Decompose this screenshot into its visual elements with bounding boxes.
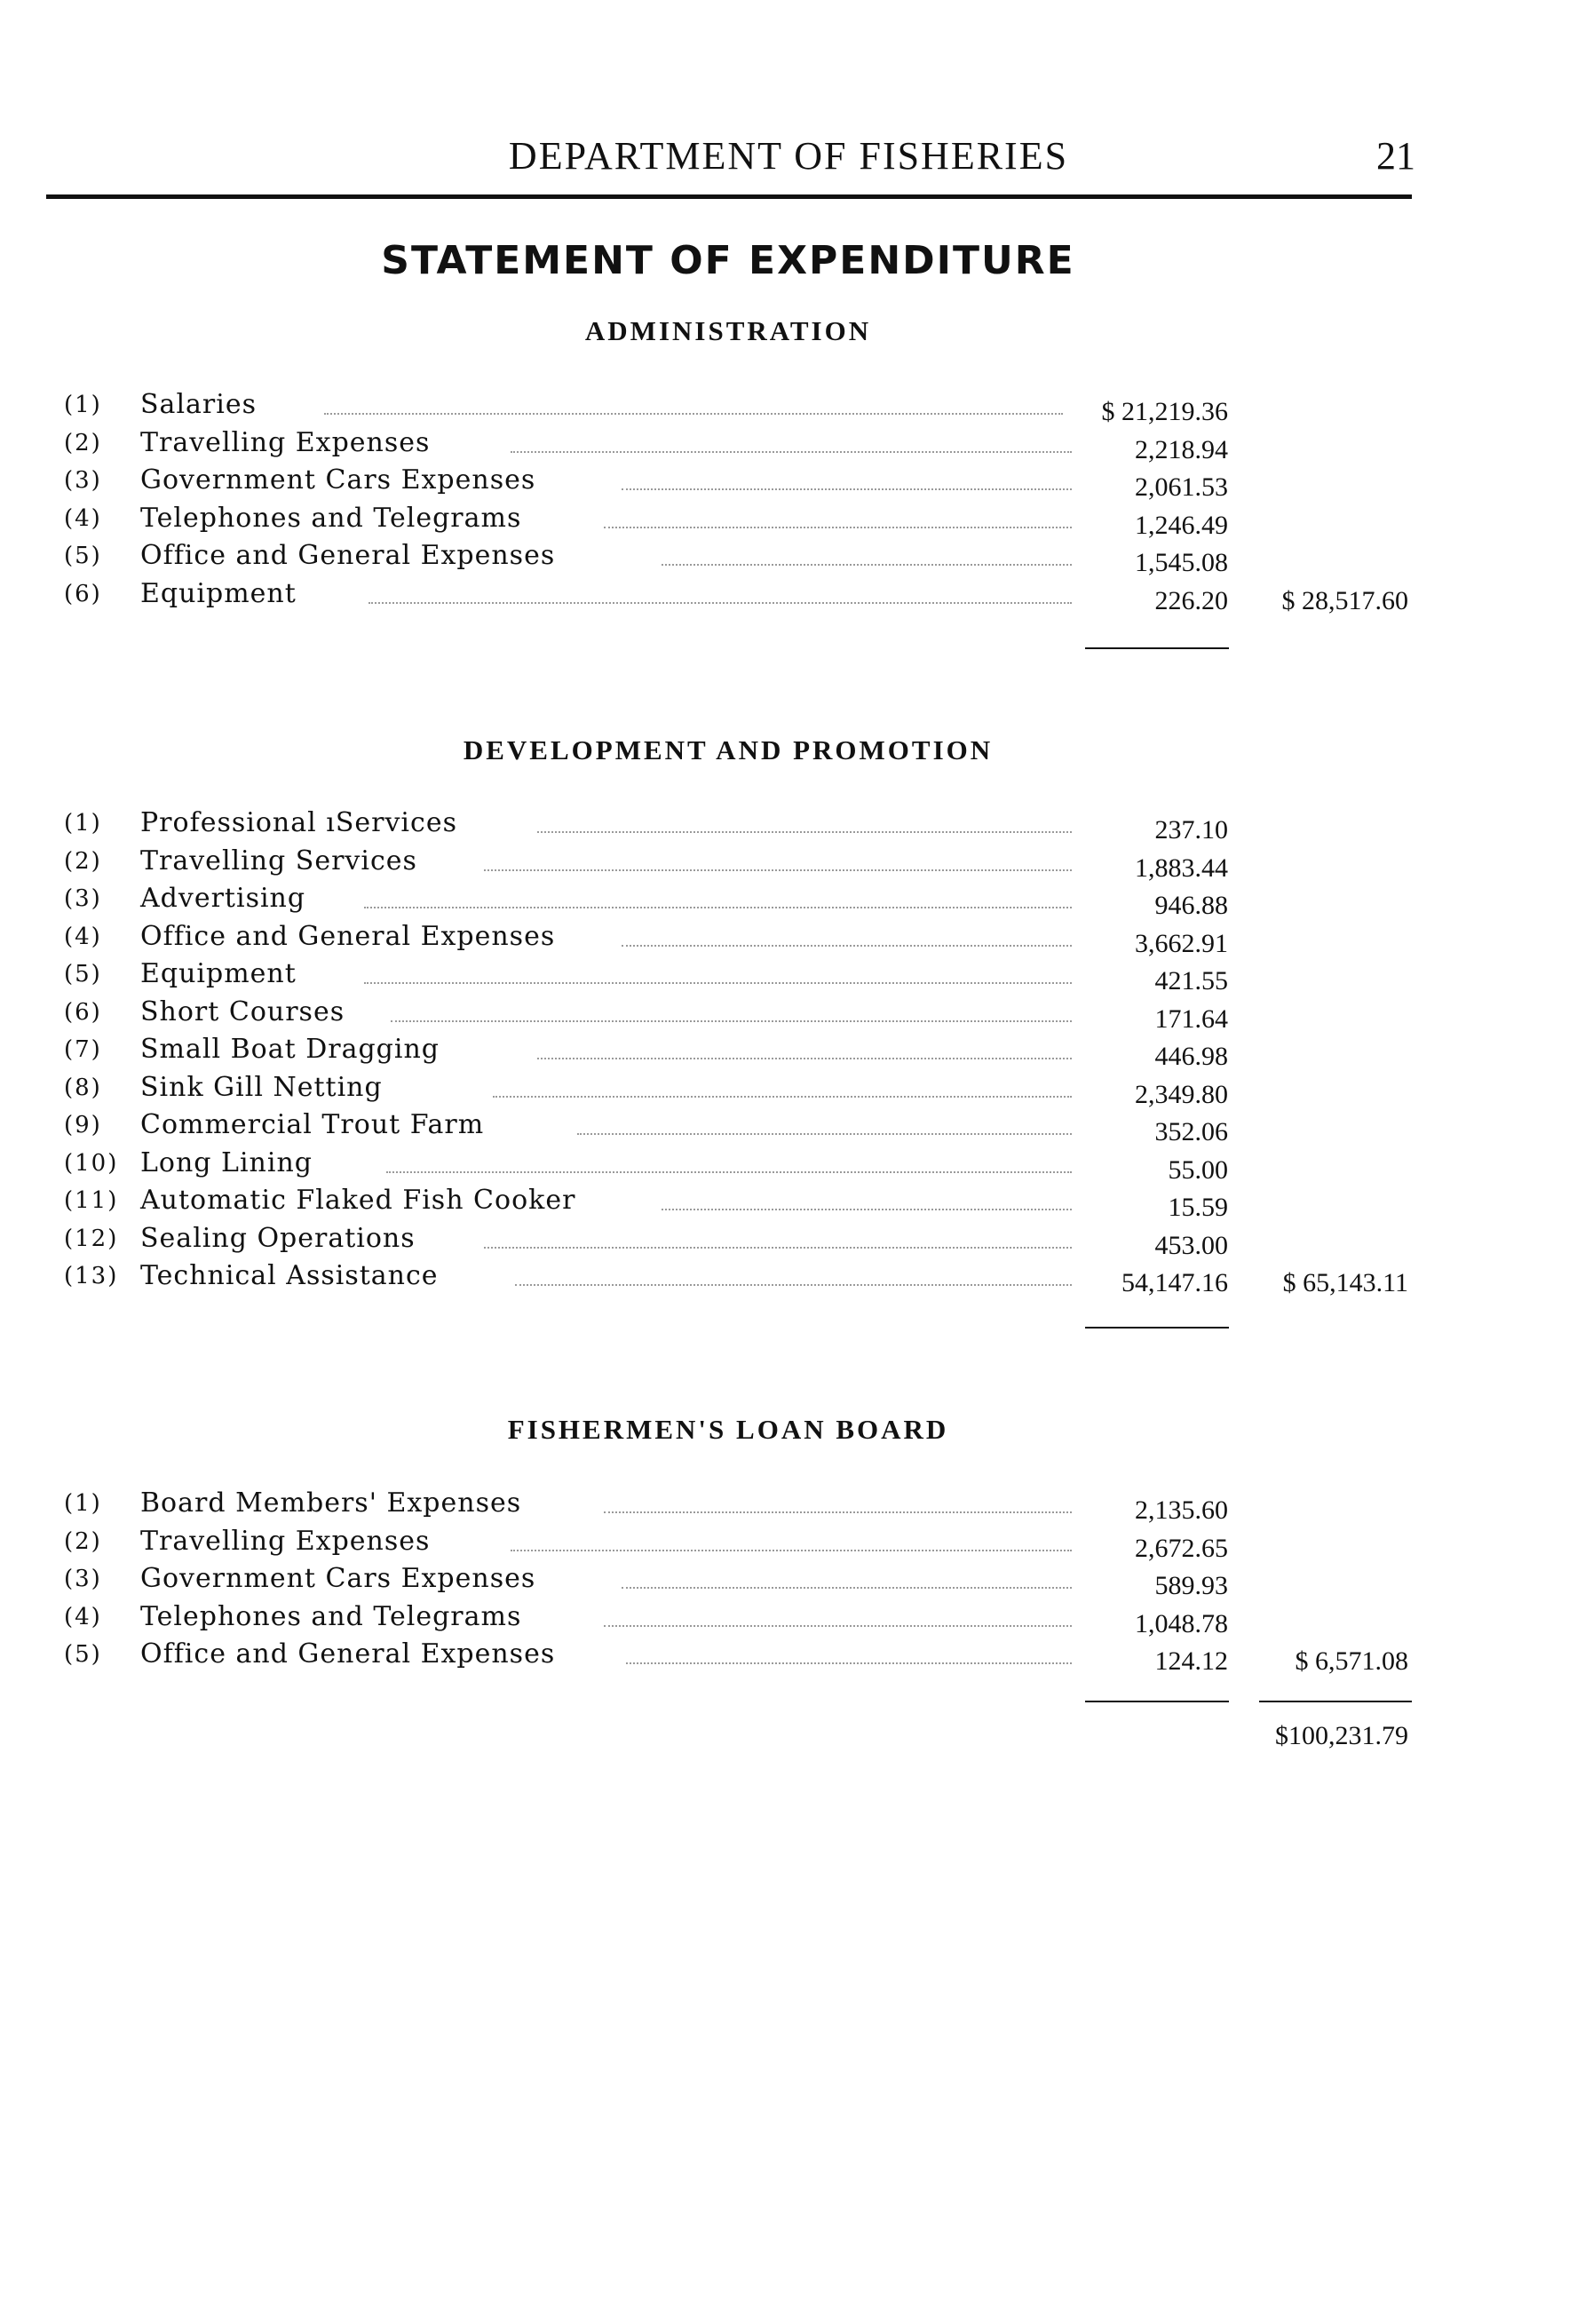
item-amount: 3,662.91: [1135, 928, 1228, 958]
item-label: Small Boat Dragging: [140, 1034, 440, 1065]
list-item: [0, 1257, 1577, 1296]
item-number: (6): [64, 580, 102, 607]
total-rule: [1085, 1701, 1229, 1702]
item-label: Long Lining: [140, 1146, 313, 1178]
item-amount: 453.00: [1154, 1230, 1228, 1260]
item-number: (10): [64, 1149, 119, 1177]
item-amount: 124.12: [1154, 1646, 1228, 1676]
item-label: Travelling Expenses: [140, 426, 431, 458]
list-item: [0, 1145, 1577, 1183]
dot-leader: [511, 451, 1072, 453]
item-label: Government Cars Expenses: [140, 464, 536, 496]
item-amount: 226.20: [1154, 585, 1228, 615]
item-label: Equipment: [140, 577, 297, 609]
item-amount: 1,883.44: [1135, 853, 1228, 883]
dot-leader: [515, 1284, 1072, 1286]
item-label: Sink Gill Netting: [140, 1071, 383, 1103]
list-item: [0, 1636, 1577, 1674]
item-amount: 946.88: [1154, 891, 1228, 920]
item-label: Professional ıServices: [140, 807, 457, 838]
page-header-title: DEPARTMENT OF FISHERIES: [508, 134, 1069, 178]
dot-leader: [364, 907, 1072, 908]
total-rule: [1085, 1327, 1229, 1329]
list-item: [0, 575, 1577, 614]
item-number: (1): [64, 392, 102, 418]
item-number: (1): [64, 810, 102, 837]
list-item: [0, 1220, 1577, 1258]
dot-leader: [622, 945, 1072, 947]
item-number: (8): [64, 1074, 102, 1101]
dot-leader: [622, 1587, 1072, 1589]
loan-board-rows: [0, 1485, 1577, 1674]
item-amount: 171.64: [1154, 1003, 1228, 1034]
item-amount: 2,135.60: [1135, 1495, 1228, 1525]
item-number: (4): [64, 504, 102, 532]
list-item: [0, 1598, 1577, 1637]
item-number: (2): [64, 847, 102, 875]
item-number: (4): [64, 923, 102, 950]
item-label: Advertising: [140, 883, 306, 914]
item-number: (2): [64, 1527, 102, 1555]
item-number: (6): [64, 998, 102, 1026]
dot-leader: [622, 488, 1072, 490]
section-subtotal: $ 6,571.08: [1295, 1646, 1408, 1676]
statement-title: STATEMENT OF EXPENDITURE: [381, 238, 1075, 283]
item-label: Government Cars Expenses: [140, 1563, 536, 1594]
header-rule: [46, 194, 1412, 199]
list-item: [0, 956, 1577, 994]
item-label: Technical Assistance: [140, 1260, 439, 1291]
dot-leader: [537, 831, 1072, 833]
item-amount: 1,545.08: [1135, 548, 1228, 577]
dot-leader: [577, 1133, 1072, 1135]
list-item: [0, 386, 1577, 424]
item-label: Office and General Expenses: [140, 1638, 556, 1670]
administration-rows: [0, 386, 1577, 613]
dot-leader: [484, 1247, 1072, 1249]
list-item: [0, 424, 1577, 463]
total-rule: [1085, 647, 1229, 649]
dot-leader: [662, 1209, 1072, 1210]
dot-leader: [391, 1020, 1072, 1022]
item-number: (3): [64, 467, 102, 494]
item-amount: 589.93: [1154, 1571, 1228, 1600]
item-number: (5): [64, 1641, 102, 1668]
dot-leader: [386, 1171, 1072, 1173]
dot-leader: [626, 1662, 1072, 1664]
item-number: (5): [64, 543, 102, 569]
item-amount: 2,218.94: [1135, 434, 1228, 464]
item-number: (5): [64, 961, 102, 988]
page-number: 21: [1376, 134, 1415, 178]
item-amount: 446.98: [1154, 1042, 1228, 1071]
item-amount: 55.00: [1168, 1154, 1228, 1185]
item-number: (4): [64, 1603, 102, 1630]
section-title-loan-board: FISHERMEN'S LOAN BOARD: [507, 1414, 949, 1445]
item-amount: $ 21,219.36: [1101, 397, 1228, 426]
item-label: Board Members' Expenses: [140, 1487, 522, 1519]
item-amount: 237.10: [1154, 815, 1228, 845]
list-item: [0, 537, 1577, 575]
item-label: Equipment: [140, 958, 297, 989]
item-amount: 421.55: [1154, 966, 1228, 995]
item-amount: 2,672.65: [1135, 1533, 1228, 1563]
item-label: Office and General Expenses: [140, 540, 556, 571]
grand-total: $100,231.79: [1275, 1721, 1408, 1750]
item-number: (9): [64, 1112, 102, 1138]
item-label: Salaries: [140, 389, 258, 420]
list-item: [0, 462, 1577, 500]
item-number: (11): [64, 1187, 119, 1214]
dot-leader: [511, 1550, 1072, 1551]
list-item: [0, 918, 1577, 956]
list-item: [0, 805, 1577, 843]
list-item: [0, 843, 1577, 881]
item-label: Telephones and Telegrams: [140, 502, 522, 534]
grand-total-rule: [1259, 1701, 1412, 1702]
item-label: Office and General Expenses: [140, 920, 556, 952]
list-item: [0, 1560, 1577, 1598]
item-label: Short Courses: [140, 995, 345, 1027]
dot-leader: [364, 982, 1072, 984]
dot-leader: [324, 413, 1063, 415]
list-item: [0, 1106, 1577, 1145]
section-title-development: DEVELOPMENT AND PROMOTION: [463, 734, 994, 765]
section-subtotal: $ 28,517.60: [1281, 585, 1408, 615]
item-amount: 2,349.80: [1135, 1079, 1228, 1109]
item-number: (12): [64, 1225, 119, 1252]
dot-leader: [662, 564, 1072, 566]
dot-leader: [604, 527, 1072, 528]
dot-leader: [484, 869, 1072, 871]
dot-leader: [537, 1058, 1072, 1059]
list-item: [0, 1523, 1577, 1561]
item-number: (7): [64, 1036, 102, 1063]
list-item: [0, 880, 1577, 918]
list-item: [0, 994, 1577, 1032]
list-item: [0, 1069, 1577, 1107]
item-amount: 54,147.16: [1121, 1268, 1228, 1297]
item-label: Telephones and Telegrams: [140, 1600, 522, 1632]
item-number: (2): [64, 429, 102, 456]
item-number: (13): [64, 1263, 119, 1289]
list-item: [0, 1485, 1577, 1523]
dot-leader: [368, 602, 1072, 604]
dot-leader: [604, 1625, 1072, 1627]
item-amount: 352.06: [1154, 1117, 1228, 1146]
dot-leader: [604, 1511, 1072, 1513]
dot-leader: [493, 1096, 1072, 1098]
item-amount: 15.59: [1168, 1193, 1228, 1222]
item-number: (3): [64, 885, 102, 912]
list-item: [0, 1182, 1577, 1220]
item-number: (3): [64, 1566, 102, 1592]
item-label: Sealing Operations: [140, 1222, 416, 1254]
item-label: Travelling Expenses: [140, 1525, 431, 1557]
item-label: Commercial Trout Farm: [140, 1109, 485, 1140]
item-label: Automatic Flaked Fish Cooker: [140, 1185, 576, 1216]
item-label: Travelling Services: [140, 845, 417, 876]
list-item: [0, 500, 1577, 538]
development-rows: [0, 805, 1577, 1296]
list-item: [0, 1031, 1577, 1069]
item-amount: 1,048.78: [1135, 1608, 1228, 1638]
section-title-administration: ADMINISTRATION: [584, 315, 872, 346]
section-subtotal: $ 65,143.11: [1282, 1268, 1408, 1297]
item-number: (1): [64, 1490, 102, 1517]
item-amount: 2,061.53: [1135, 472, 1228, 502]
item-amount: 1,246.49: [1135, 510, 1228, 540]
